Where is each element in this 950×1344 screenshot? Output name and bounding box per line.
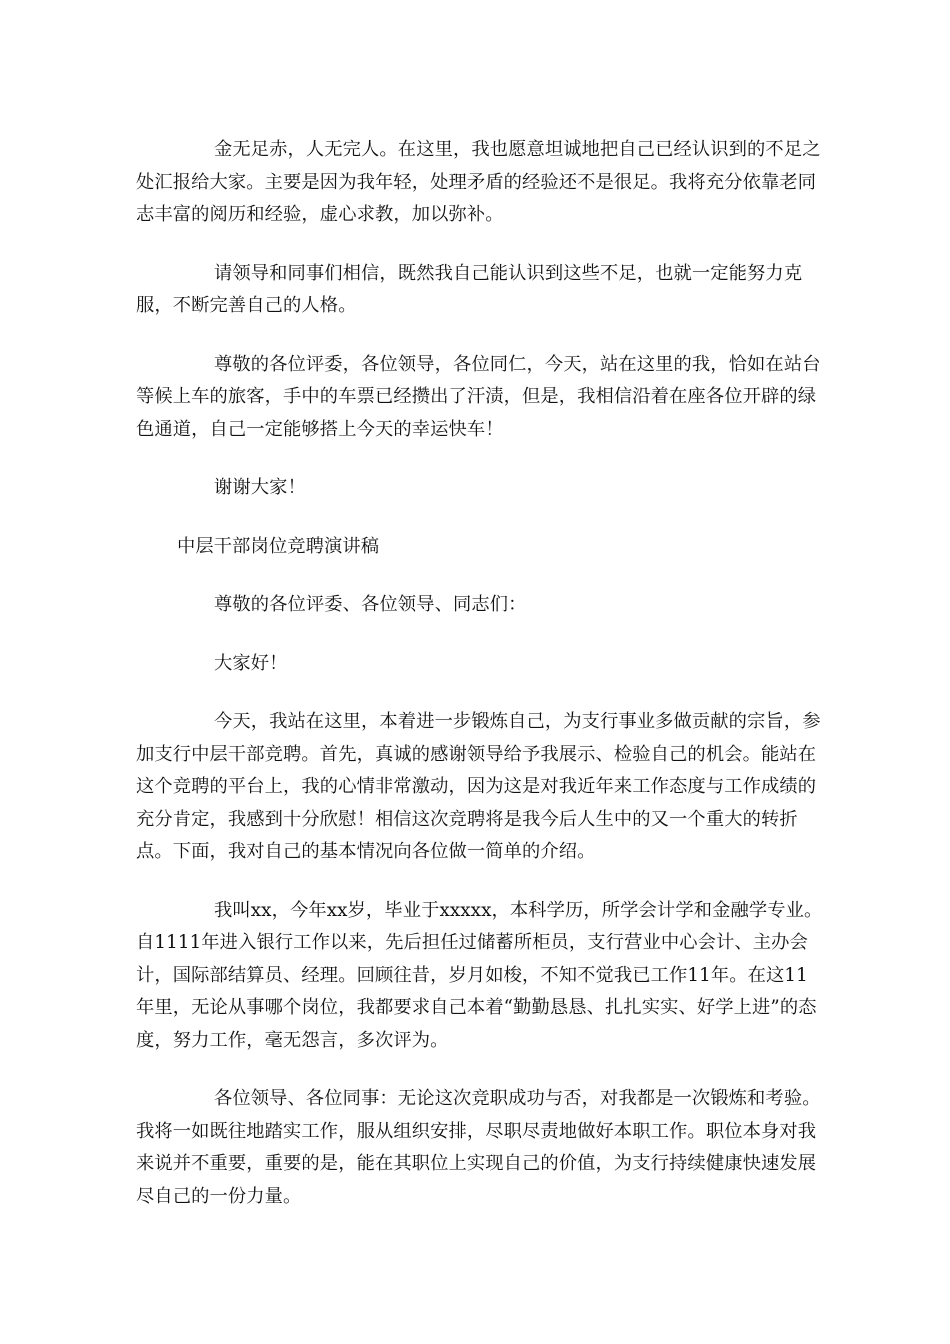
document-body <box>136 134 826 1239</box>
paragraph-shortcomings: 金无足赤，人无完人。在这里，我也愿意坦诚地把自己已经认识到的不足之处汇报给大家。主要是因为我年轻，处理矛盾的经验还不是很足。我将充分依靠老同志丰富的阅历和经验，虚心求教，加以弥补。 <box>136 139 821 225</box>
paragraph-introduction: 今天，我站在这里，本着进一步锻炼自己，为支行事业多做贡献的宗旨，参加支行中层干部竞聘。首先，真诚的感谢领导给予我展示、检验自己的机会。能站在这个竞聘的平台上，我的心情非常激动，因为这是对我近年来工作态度与工作成绩的充分肯定，我感到十分欣慰！相信这次竞聘将是我今后人生中的又一个重大的转折点。下面，我对自己的基本情况向各位做一简单的介绍。 <box>136 711 821 862</box>
paragraph-thanks: 谢谢大家！ <box>214 477 306 498</box>
paragraph-greeting: 大家好！ <box>214 652 288 674</box>
paragraph-trust: 请领导和同事们相信，既然我自己能认识到这些不足，也就一定能努力克服，不断完善自己的人格。 <box>136 262 803 316</box>
section-title: 中层干部岗位竞聘演讲稿 <box>177 535 380 557</box>
paragraph-salutation: 尊敬的各位评委、各位领导、同志们： <box>214 594 527 615</box>
paragraph-commitment: 各位领导、各位同事：无论这次竞职成功与否，对我都是一次锻炼和考验。我将一如既往地踏实工作，服从组织安排，尽职尽责地做好本职工作。职位本身对我来说并不重要，重要的是，能在其职位上实现自己的价值，为支行持续健康快速发展尽自己的一份力量。 <box>136 1088 821 1207</box>
paragraph-background: 我叫xx，今年xx岁，毕业于xxxxx，本科学历，所学会计学和金融学专业。自1111年进入银行工作以来，先后担任过储蓄所柜员，支行营业中心会计、主办会计，国际部结算员、经理。回顾往昔，岁月如梭，不知不觉我已工作11年。在这11年里，无论从事哪个岗位，我都要求自己本着“勤勤恳恳、扎扎实实、好学上进”的态度，努力工作，毫无怨言，多次评为。 <box>136 899 823 1051</box>
paragraph-closing-metaphor: 尊敬的各位评委，各位领导，各位同仁，今天，站在这里的我，恰如在站台等候上车的旅客，手中的车票已经攒出了汗渍，但是，我相信沿着在座各位开辟的绿色通道，自己一定能够搭上今天的幸运快车！ <box>136 353 821 440</box>
